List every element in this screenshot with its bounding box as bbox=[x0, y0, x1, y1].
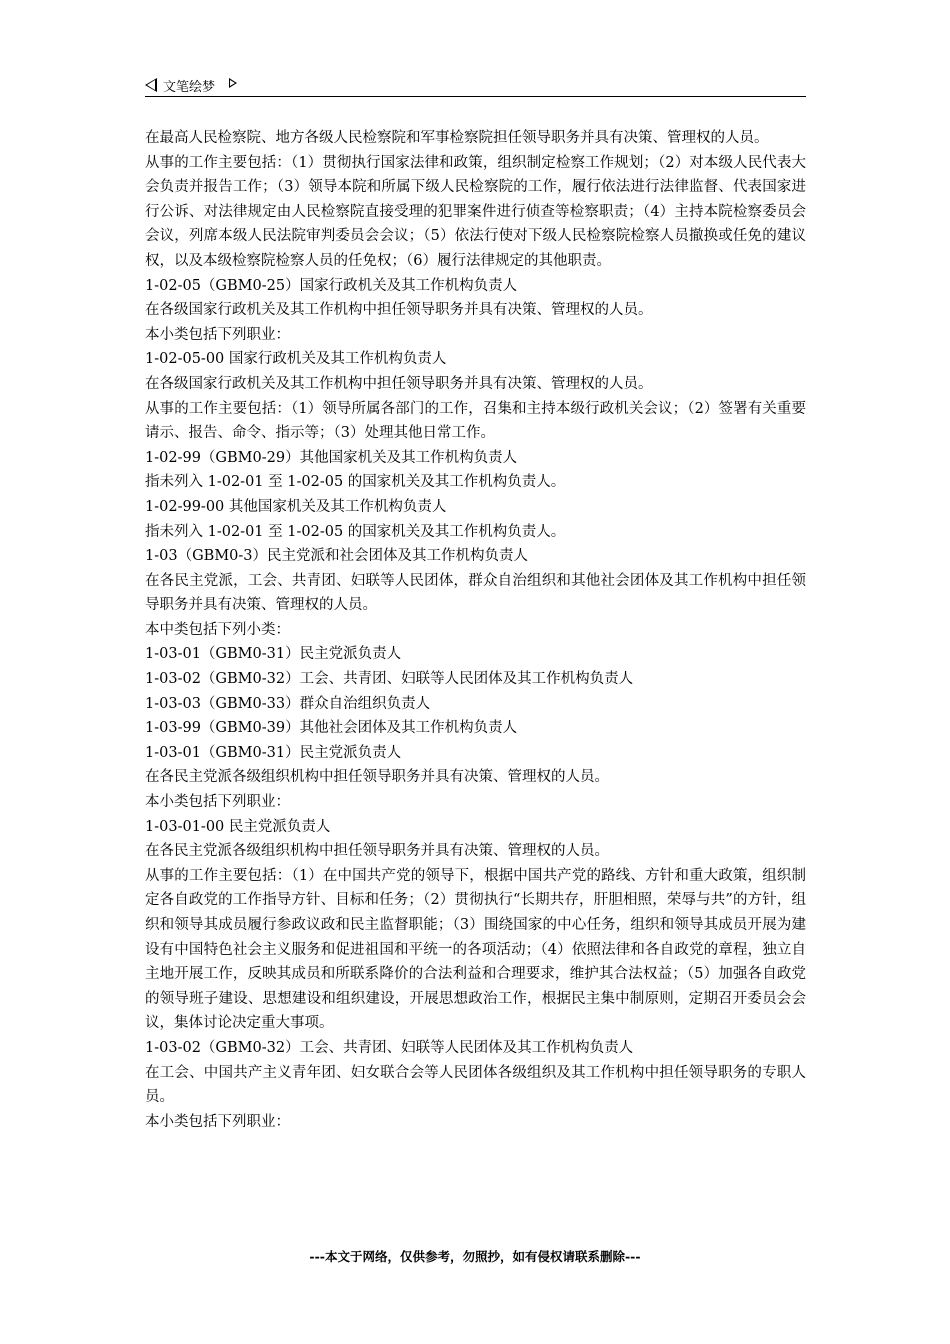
section-heading: 1-03（GBM0-3）民主党派和社会团体及其工作机构负责人 bbox=[145, 548, 529, 565]
paragraph: 在各级国家行政机关及其工作机构中担任领导职务并具有决策、管理权的人员。 bbox=[145, 302, 653, 319]
paragraph: 从事的工作主要包括：（1）领导所属各部门的工作，召集和主持本级行政机关会议；（2）签署有关重要请示、报告、命令、指示等；（3）处理其他日常工作。 bbox=[145, 400, 806, 442]
section-heading: 1-03-01-00 民主党派负责人 bbox=[145, 818, 331, 835]
triangle-left-icon bbox=[145, 78, 157, 92]
paragraph: 本小类包括下列职业： bbox=[145, 326, 290, 343]
paragraph: 在各民主党派各级组织机构中担任领导职务并具有决策、管理权的人员。 bbox=[145, 769, 609, 786]
paragraph: 从事的工作主要包括：（1）在中国共产党的领导下，根据中国共产党的路线、方针和重大政策，组织制定各自政党的工作指导方针、目标和任务；（2）贯彻执行“长期共存，肝胆相照，荣辱与共”的方针，组织和领导其成员履行参政议政和民主监督职能；（3）围绕国家的中心任务，组织和领导其成员开展为建设有中国特色社会主义服务和促进祖国和平统一的各项活动；（4）依照法律和各自政党的章程，独立自主地开展工作，反映其成员和所联系降价的合法利益和合理要求，维护其合法权益；（5）加强各自政党的领导班子建设、思想建设和组织建设，开展思想政治工作，根据民主集中制原则，定期召开委员会会议，集体讨论决定重大事项。 bbox=[145, 867, 806, 1032]
list-item: 1-03-01（GBM0-31）民主党派负责人 bbox=[145, 646, 402, 663]
page-footer: ---本文于网络，仅供参考，勿照抄，如有侵权请联系删除--- bbox=[309, 1249, 641, 1264]
section-heading: 1-02-05（GBM0-25）国家行政机关及其工作机构负责人 bbox=[145, 277, 518, 294]
list-item: 1-03-99（GBM0-39）其他社会团体及其工作机构负责人 bbox=[145, 720, 518, 737]
paragraph: 从事的工作主要包括：（1）贯彻执行国家法律和政策，组织制定检察工作规划；（2）对本级人民代表大会负责并报告工作；（3）领导本院和所属下级人民检察院的工作，履行依法进行法律监督、代表国家进行公诉、对法律规定由人民检察院直接受理的犯罪案件进行侦查等检察职责；（4）主持本院检察委员会会议，列席本级人民法院审判委员会会议；（5）依法行使对下级人民检察院检察人员撤换或任免的建议权，以及本级检察院检察人员的任免权；（6）履行法律规定的其他职责。 bbox=[145, 154, 806, 269]
triangle-right-icon bbox=[229, 78, 237, 88]
paragraph: 在各民主党派，工会、共青团、妇联等人民团体，群众自治组织和其他社会团体及其工作机构中担任领导职务并具有决策、管理权的人员。 bbox=[145, 572, 806, 614]
section-heading: 1-02-05-00 国家行政机关及其工作机构负责人 bbox=[145, 351, 447, 368]
paragraph: 在工会、中国共产主义青年团、妇女联合会等人民团体各级组织及其工作机构中担任领导职务的专职人员。 bbox=[145, 1064, 806, 1106]
section-heading: 1-03-02（GBM0-32）工会、共青团、妇联等人民团体及其工作机构负责人 bbox=[145, 1039, 634, 1056]
paragraph: 本小类包括下列职业： bbox=[145, 1113, 290, 1130]
header-title: 文笔绘梦 bbox=[163, 79, 216, 95]
list-item: 1-03-03（GBM0-33）群众自治组织负责人 bbox=[145, 695, 431, 712]
section-heading: 1-02-99（GBM0-29）其他国家机关及其工作机构负责人 bbox=[145, 449, 518, 466]
section-heading: 1-02-99-00 其他国家机关及其工作机构负责人 bbox=[145, 498, 447, 515]
paragraph: 指未列入 1-02-01 至 1-02-05 的国家机关及其工作机构负责人。 bbox=[145, 523, 566, 540]
page-header bbox=[145, 74, 806, 97]
list-item: 1-03-02（GBM0-32）工会、共青团、妇联等人民团体及其工作机构负责人 bbox=[145, 671, 634, 688]
paragraph: 本小类包括下列职业： bbox=[145, 794, 290, 811]
paragraph: 指未列入 1-02-01 至 1-02-05 的国家机关及其工作机构负责人。 bbox=[145, 474, 566, 491]
document-body bbox=[145, 126, 806, 1134]
paragraph: 在最高人民检察院、地方各级人民检察院和军事检察院担任领导职务并具有决策、管理权的人员。 bbox=[145, 130, 769, 146]
paragraph: 在各级国家行政机关及其工作机构中担任领导职务并具有决策、管理权的人员。 bbox=[145, 375, 653, 392]
section-heading: 1-03-01（GBM0-31）民主党派负责人 bbox=[145, 744, 402, 761]
paragraph: 本中类包括下列小类： bbox=[145, 621, 290, 638]
paragraph: 在各民主党派各级组织机构中担任领导职务并具有决策、管理权的人员。 bbox=[145, 843, 609, 860]
